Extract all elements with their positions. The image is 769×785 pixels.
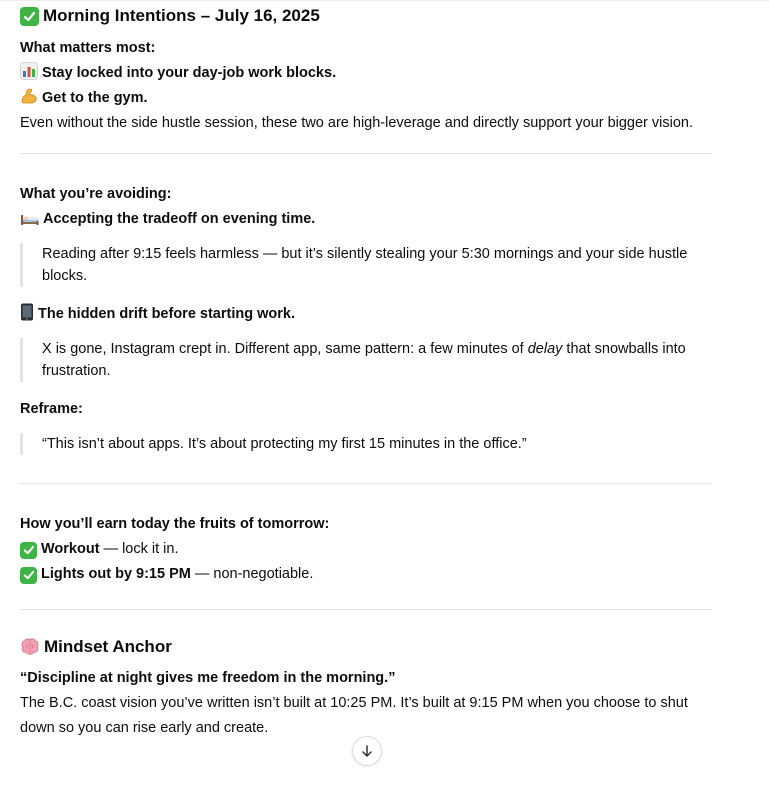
anchor-heading-text: Mindset Anchor	[44, 637, 172, 656]
avoiding-item-2-quote-pre: X is gone, Instagram crept in. Different app, same pattern: a few minutes of	[42, 341, 528, 357]
flexed-biceps-icon	[20, 87, 38, 105]
bed-icon	[20, 210, 39, 226]
matters-note: Even without the side hustle session, these two are high-leverage and directly support your bigger vision.	[20, 115, 694, 131]
avoiding-item-2-quote-post: that snowballs into frustration.	[42, 341, 686, 379]
anchor-quote: “Discipline at night gives me freedom in the morning.”	[20, 670, 396, 686]
matters-item-2-text: Get to the gym.	[42, 90, 148, 106]
check-mark-button-icon	[20, 7, 39, 26]
earn-item-1-rest: — lock it in.	[99, 541, 179, 557]
section-divider	[20, 483, 712, 484]
matters-item-2	[20, 86, 720, 111]
avoiding-item-2-title: The hidden drift before starting work.	[38, 306, 295, 322]
avoiding-item-2	[20, 302, 720, 327]
earn-item-1	[20, 537, 720, 562]
avoiding-heading: What you’re avoiding:	[20, 186, 172, 202]
avoiding-item-2-quote-em: delay	[527, 341, 563, 357]
reframe-quote-text: “This isn’t about apps. It’s about protecting my first 15 minutes in the office.”	[42, 436, 527, 452]
message-content	[20, 4, 720, 741]
avoiding-item-2-quote	[20, 338, 702, 382]
title-text: Morning Intentions – July 16, 2025	[43, 6, 320, 25]
anchor-heading	[20, 635, 720, 659]
bar-chart-icon	[20, 62, 38, 80]
check-mark-button-icon	[20, 542, 37, 559]
section-divider	[20, 153, 712, 154]
earn-item-1-bold: Workout	[41, 541, 100, 557]
section-divider	[20, 609, 712, 610]
earn-item-2	[20, 562, 720, 587]
mobile-phone-icon	[20, 303, 34, 321]
check-mark-button-icon	[20, 567, 37, 584]
arrow-down-icon	[360, 744, 374, 758]
anchor-body: The B.C. coast vision you’ve written isn’t built at 10:25 PM. It’s built at 9:15 PM when you choose to shut down so you can rise early and create.	[20, 695, 688, 736]
matters-item-1-text: Stay locked into your day-job work blocks.	[42, 65, 337, 81]
earn-item-2-rest: — non-negotiable.	[190, 566, 314, 582]
page-title	[20, 4, 720, 28]
reframe-label: Reframe:	[20, 401, 83, 417]
matters-item-1	[20, 61, 720, 86]
reframe-quote	[20, 433, 702, 455]
scroll-to-bottom-button[interactable]	[352, 736, 382, 766]
avoiding-item-1	[20, 207, 720, 232]
brain-icon	[20, 638, 40, 656]
avoiding-item-1-quote-text: Reading after 9:15 feels harmless — but it’s silently stealing your 5:30 mornings and your side hustle blocks.	[42, 246, 688, 284]
avoiding-item-1-title: Accepting the tradeoff on evening time.	[43, 211, 316, 227]
matters-heading: What matters most:	[20, 40, 156, 56]
earn-heading: How you’ll earn today the fruits of tomorrow:	[20, 516, 330, 532]
top-divider	[0, 0, 769, 1]
avoiding-item-1-quote	[20, 243, 702, 287]
earn-item-2-bold: Lights out by 9:15 PM	[41, 566, 191, 582]
